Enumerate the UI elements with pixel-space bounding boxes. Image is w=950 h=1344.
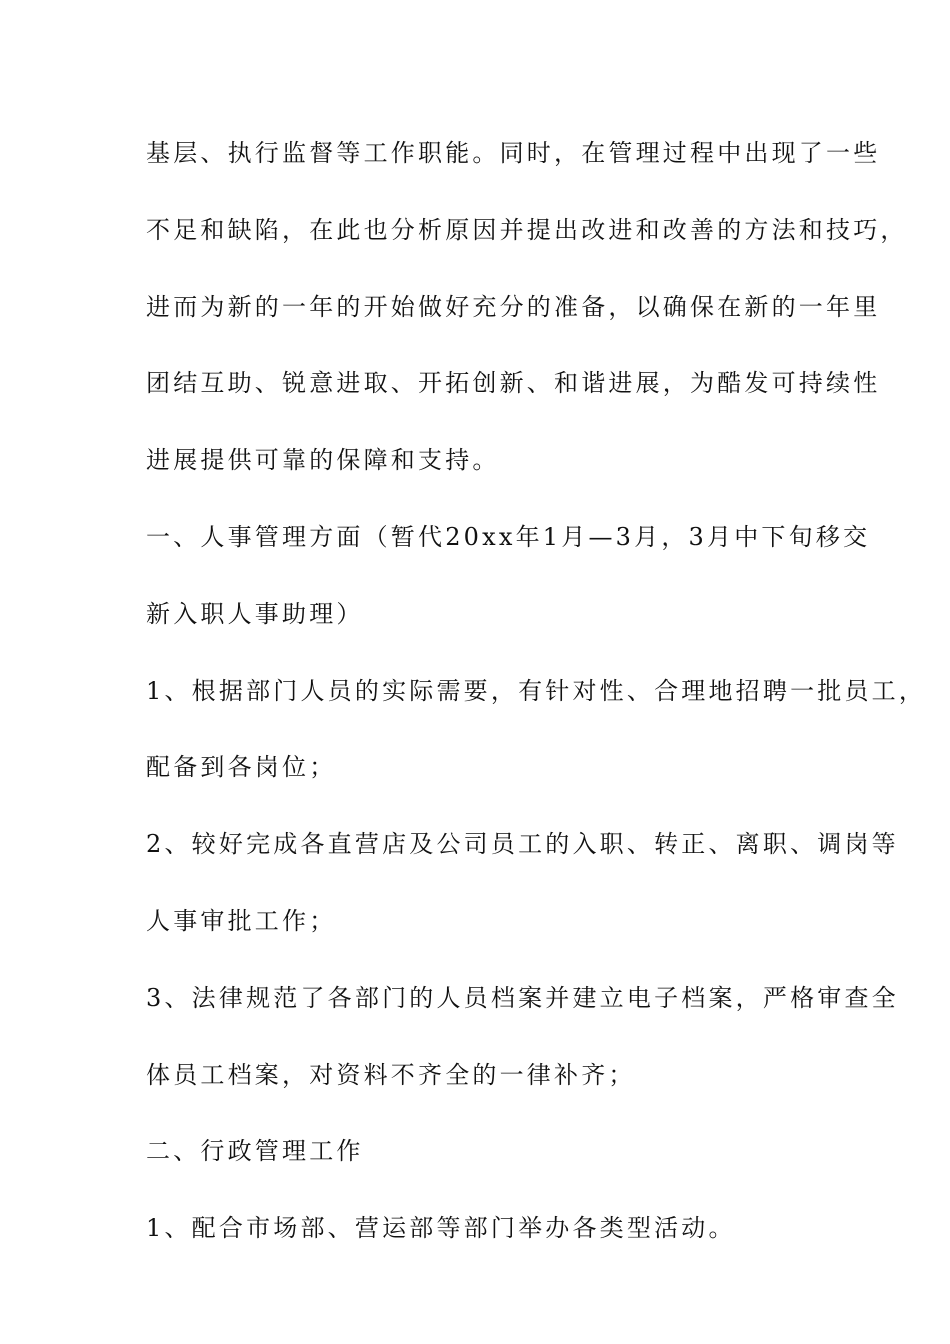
section-heading-admin: 二、行政管理工作 [146, 1137, 364, 1166]
text-line: 基层、执行监督等工作职能。同时，在管理过程中出现了一些 [146, 139, 881, 167]
list-item: 2、较好完成各直营店及公司员工的入职、转正、离职、调岗等 [146, 830, 899, 859]
list-item: 1、根据部门人员的实际需要，有针对性、合理地招聘一批员工， [146, 676, 927, 705]
document-body [146, 131, 927, 1283]
section-heading-personnel: 一、人事管理方面（暂代20xx年1月—3月，3月中下旬移交 [146, 522, 871, 551]
text-line: 进展提供可靠的保障和支持。 [146, 446, 500, 475]
list-item: 3、法律规范了各部门的人员档案并建立电子档案，严格审查全 [146, 983, 899, 1012]
text-line: 不足和缺陷，在此也分析原因并提出改进和改善的方法和技巧， [146, 215, 908, 244]
section-heading-personnel-cont: 新入职人事助理） [146, 599, 364, 628]
list-item: 1、配合市场部、营运部等部门举办各类型活动。 [146, 1214, 736, 1243]
list-item-cont: 体员工档案，对资料不齐全的一律补齐； [146, 1060, 636, 1089]
list-item-cont: 人事审批工作； [146, 906, 337, 935]
list-item-cont: 配备到各岗位； [146, 753, 337, 782]
text-line: 团结互助、锐意进取、开拓创新、和谐进展，为酷发可持续性 [146, 369, 881, 398]
text-line: 进而为新的一年的开始做好充分的准备，以确保在新的一年里 [146, 292, 881, 321]
